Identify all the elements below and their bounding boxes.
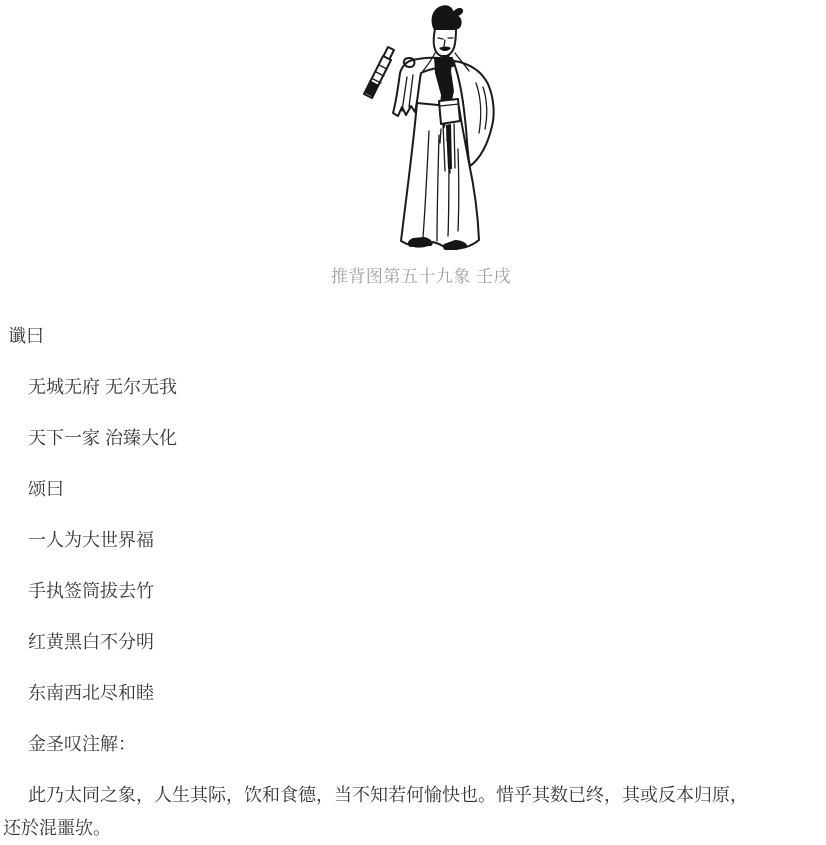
song-line-1: 一人为大世界福	[28, 530, 154, 550]
chan-heading: 谶曰	[8, 326, 44, 346]
chan-line-1: 无城无府 无尔无我	[28, 377, 178, 397]
illustration-caption: 推背图第五十九象 壬戌	[330, 267, 512, 286]
song-line-2: 手执签筒拔去竹	[28, 581, 154, 601]
annotation-text: 此乃太同之象，人生其际，饮和食德，当不知若何愉快也。惜乎其数已终，其或反本归原，还於混噩欤。	[3, 785, 748, 838]
song-heading: 颂曰	[28, 479, 64, 499]
article-body	[0, 287, 826, 845]
song-line-4: 东南西北尽和睦	[28, 683, 154, 703]
tuibeitu-line-drawing	[355, 3, 505, 250]
illustration-figure	[0, 3, 826, 287]
song-line-3: 红黄黑白不分明	[28, 632, 154, 652]
held-tube	[439, 99, 460, 124]
chan-line-2: 天下一家 治臻大化	[28, 428, 178, 448]
annotation-heading: 金圣叹注解：	[28, 734, 136, 754]
